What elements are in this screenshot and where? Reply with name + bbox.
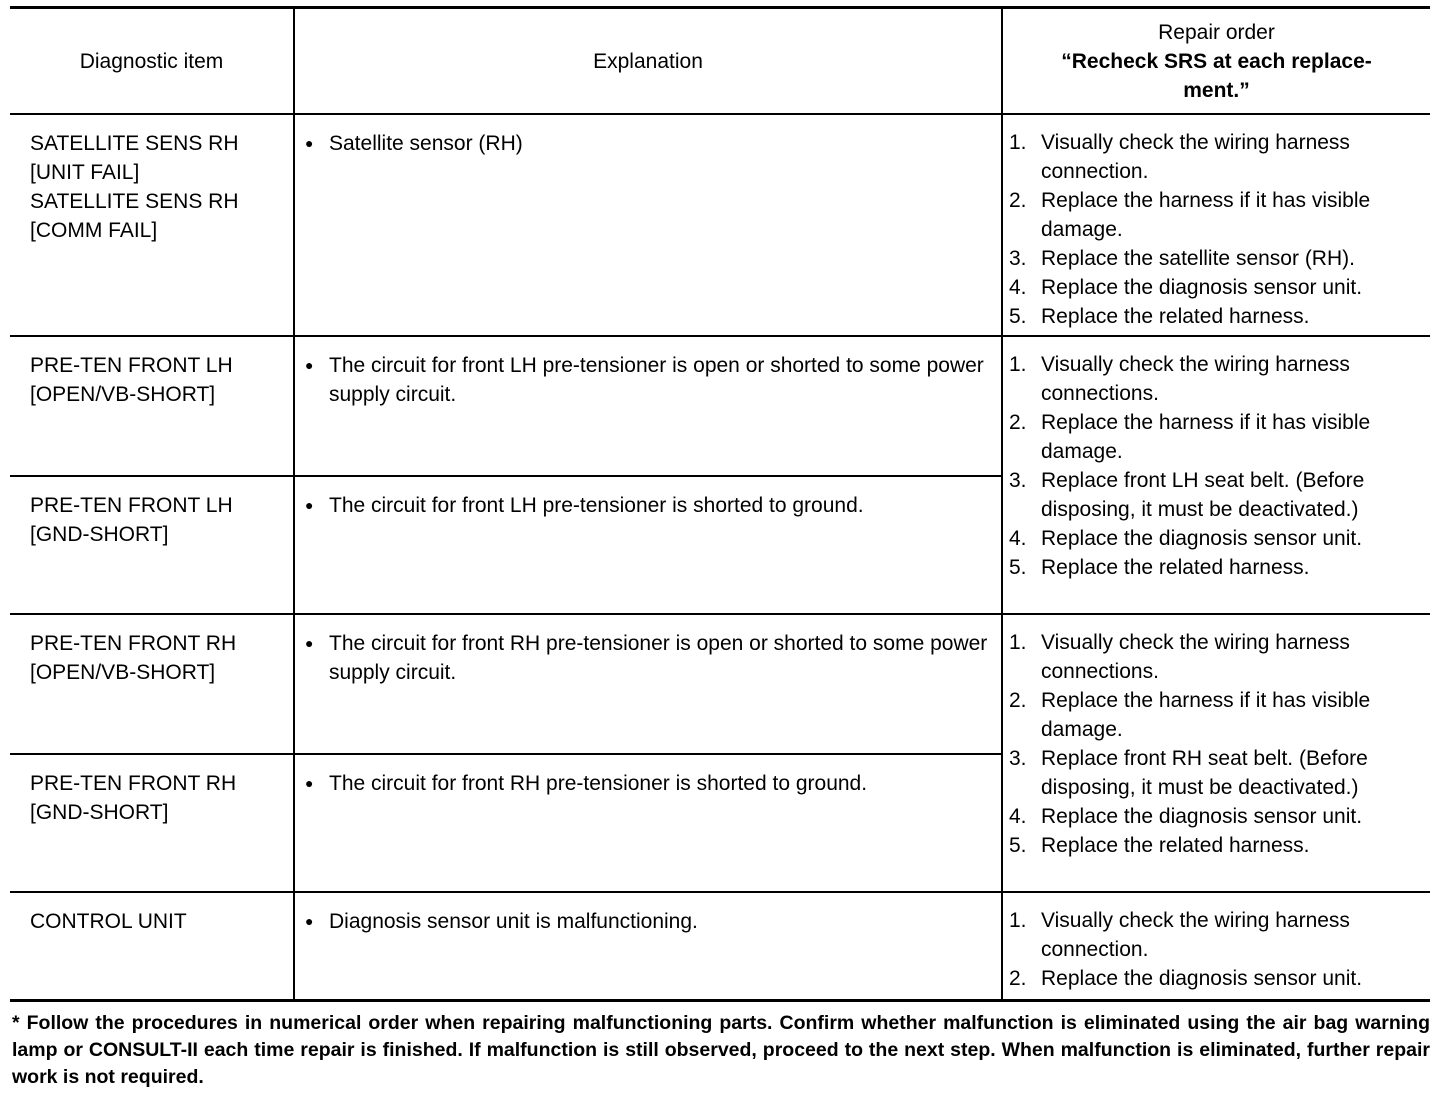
step-text: Replace the diagnosis sensor unit. — [1041, 527, 1363, 550]
explanation-cell — [294, 114, 1002, 336]
step-number: 5. — [1009, 834, 1027, 857]
diagnostic-item-cell — [10, 476, 294, 614]
step-text: Visually check the wiring harness connections. — [1041, 631, 1350, 683]
header-explanation: Explanation — [294, 8, 1002, 115]
explanation-cell — [294, 336, 1002, 476]
diagnostic-item-text: [GND-SHORT] — [30, 801, 169, 824]
step-text: Replace the diagnosis sensor unit. — [1041, 967, 1363, 990]
diagnostic-item-cell — [10, 754, 294, 892]
step-text: Replace the satellite sensor (RH). — [1041, 247, 1355, 270]
step-number: 5. — [1009, 305, 1027, 328]
bullet-icon: ● — [305, 135, 314, 151]
footnote: * Follow the procedures in numerical order when repairing malfunctioning parts. Confirm whether malfunction is eliminated using the air bag warning lamp or CONSULT-II each time repair is finished. If malfunction is still observed, proceed to the next step. When malfunction is eliminated, further repair work is not required. — [12, 1012, 1430, 1088]
step-text: Replace the diagnosis sensor unit. — [1041, 805, 1363, 828]
step-text: Replace the related harness. — [1041, 834, 1310, 857]
diagnostic-item-cell — [10, 114, 294, 336]
repair-order-cell — [1002, 114, 1430, 336]
step-number: 2. — [1009, 967, 1027, 990]
diagnostic-item-text: [OPEN/VB-SHORT] — [30, 383, 216, 406]
bullet-icon: ● — [305, 635, 314, 651]
step-text: Replace the diagnosis sensor unit. — [1041, 276, 1363, 299]
header-repair-order — [1002, 8, 1430, 115]
step-number: 4. — [1009, 276, 1027, 299]
step-text: Visually check the wiring harness connection. — [1041, 131, 1350, 183]
diagnostic-item-text: [COMM FAIL] — [30, 219, 158, 242]
bullet-icon: ● — [305, 775, 314, 791]
step-number: 1. — [1009, 353, 1027, 376]
step-text: Replace the related harness. — [1041, 556, 1310, 579]
step-number: 2. — [1009, 689, 1027, 712]
explanation-text: Diagnosis sensor unit is malfunctioning. — [329, 910, 698, 933]
diagnostic-item-text: PRE-TEN FRONT LH — [30, 494, 233, 517]
diagnostic-item-text: PRE-TEN FRONT RH — [30, 632, 237, 655]
explanation-cell — [294, 476, 1002, 614]
bullet-icon: ● — [305, 913, 314, 929]
explanation-cell — [294, 754, 1002, 892]
explanation-text: The circuit for front LH pre-tensioner is shorted to ground. — [329, 494, 864, 517]
bullet-icon: ● — [305, 357, 314, 373]
step-text: Replace front LH seat belt. (Before disposing, it must be deactivated.) — [1041, 469, 1365, 521]
step-number: 2. — [1009, 189, 1027, 212]
diagnostic-item-text: [OPEN/VB-SHORT] — [30, 661, 216, 684]
step-number: 2. — [1009, 411, 1027, 434]
table-row — [10, 114, 1430, 336]
table-row — [10, 336, 1430, 476]
step-text: Visually check the wiring harness connections. — [1041, 353, 1350, 405]
diagnostic-item-cell — [10, 336, 294, 476]
header-diagnostic-item: Diagnostic item — [10, 8, 294, 115]
step-number: 3. — [1009, 469, 1027, 492]
step-number: 1. — [1009, 909, 1027, 932]
explanation-text: The circuit for front LH pre-tensioner is open or shorted to some power supply circuit. — [329, 354, 984, 406]
step-number: 1. — [1009, 631, 1027, 654]
diagnostic-item-text: PRE-TEN FRONT LH — [30, 354, 233, 377]
diagnostic-item-cell — [10, 892, 294, 1000]
diagnostic-table — [10, 6, 1430, 1002]
explanation-cell — [294, 892, 1002, 1000]
diagnostic-item-text: SATELLITE SENS RH — [30, 132, 239, 155]
diagnostic-item-text: SATELLITE SENS RH — [30, 190, 239, 213]
explanation-text: Satellite sensor (RH) — [329, 132, 523, 155]
step-text: Replace the related harness. — [1041, 305, 1310, 328]
step-text: Visually check the wiring harness connection. — [1041, 909, 1350, 961]
table-header-row — [10, 8, 1430, 115]
bullet-icon: ● — [305, 497, 314, 513]
diagnostic-item-text: [UNIT FAIL] — [30, 161, 140, 184]
step-number: 5. — [1009, 556, 1027, 579]
step-number: 4. — [1009, 805, 1027, 828]
step-number: 3. — [1009, 247, 1027, 270]
step-number: 4. — [1009, 527, 1027, 550]
step-text: Replace the harness if it has visible damage. — [1041, 189, 1371, 241]
diagnostic-item-text: PRE-TEN FRONT RH — [30, 772, 237, 795]
repair-order-cell — [1002, 892, 1430, 1000]
step-text: Replace the harness if it has visible damage. — [1041, 411, 1371, 463]
explanation-text: The circuit for front RH pre-tensioner is shorted to ground. — [329, 772, 868, 795]
header-repair-order-note: “Recheck SRS at each replace- ment.” — [1061, 49, 1372, 102]
explanation-text: The circuit for front RH pre-tensioner is open or shorted to some power supply circuit. — [329, 632, 988, 684]
explanation-cell — [294, 614, 1002, 754]
repair-order-cell — [1002, 614, 1430, 892]
table-row — [10, 892, 1430, 1000]
diagnostic-item-text: [GND-SHORT] — [30, 523, 169, 546]
diagnostic-item-cell — [10, 614, 294, 754]
diagnostic-item-text: CONTROL UNIT — [30, 910, 187, 933]
step-text: Replace the harness if it has visible damage. — [1041, 689, 1371, 741]
repair-order-cell — [1002, 336, 1430, 614]
step-text: Replace front RH seat belt. (Before disposing, it must be deactivated.) — [1041, 747, 1368, 799]
table-row — [10, 614, 1430, 754]
step-number: 3. — [1009, 747, 1027, 770]
header-repair-order-title: Repair order — [1158, 20, 1275, 44]
step-number: 1. — [1009, 131, 1027, 154]
